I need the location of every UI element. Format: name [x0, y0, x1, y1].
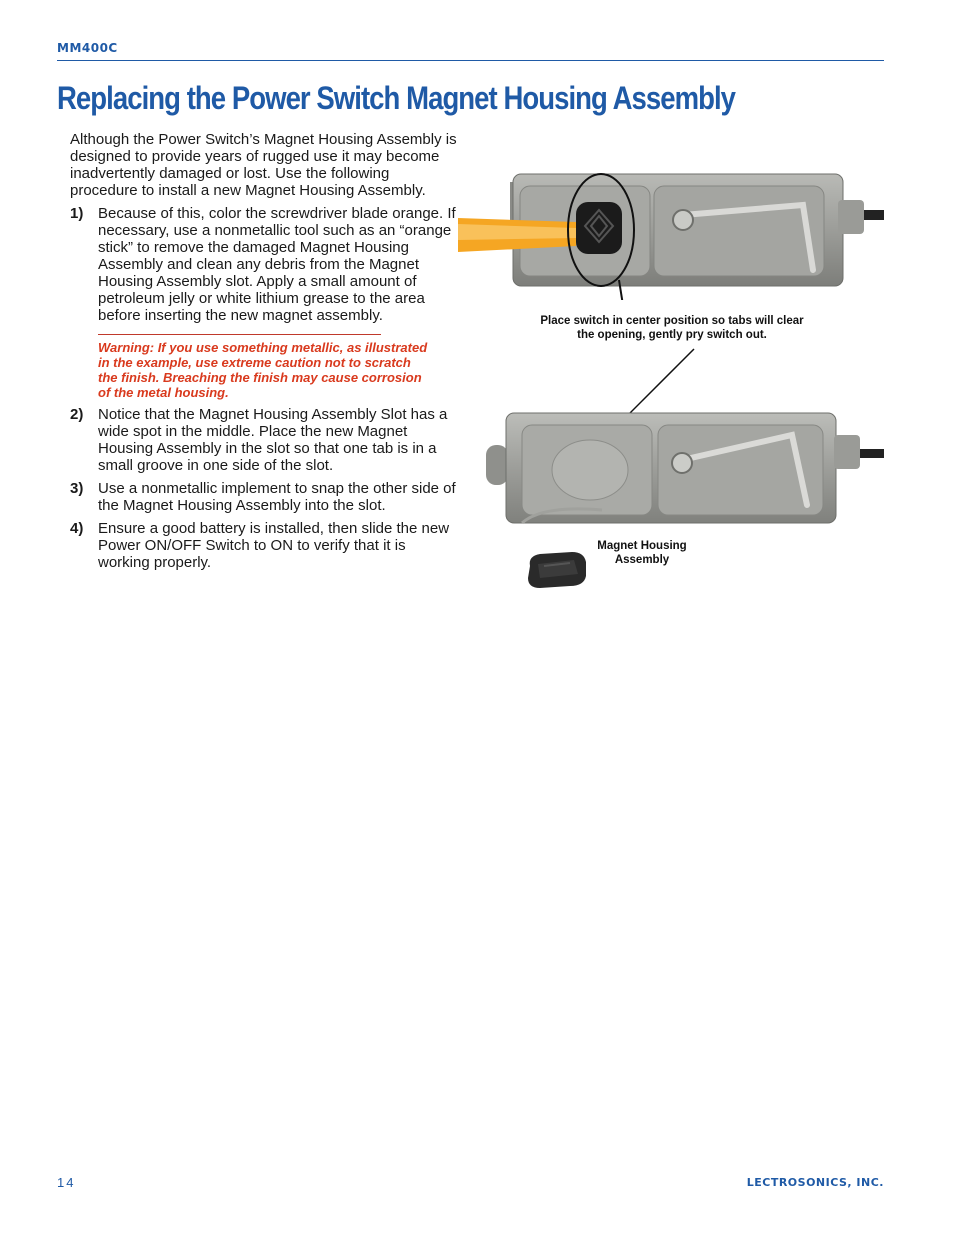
- step-number: 3): [70, 480, 84, 497]
- step-4: [70, 520, 460, 571]
- body-text: [70, 131, 460, 577]
- step-text: Because of this, color the screwdriver blade orange. If necessary, use a nonmetallic tool such as an “orange stick” to remove the damaged Magnet Housing Assembly and clean any debris from the Magnet Housing Assembly slot. Apply a small amount of petroleum jelly or white lithium grease to the area before inserting the new magnet assembly.: [98, 205, 456, 324]
- step-text: Use a nonmetallic implement to snap the other side of the Magnet Housing Assembly into the slot.: [98, 480, 456, 514]
- company-name: LECTROSONICS, INC.: [746, 1176, 884, 1189]
- document-label: MM400C: [57, 41, 118, 55]
- step-number: 2): [70, 406, 84, 423]
- step-text: Ensure a good battery is installed, then slide the new Power ON/OFF Switch to ON to verify that it is working properly.: [98, 520, 450, 571]
- switch-removal-photo: [458, 160, 884, 300]
- empty-slot-photo: [482, 405, 884, 530]
- step-number: 4): [70, 520, 84, 537]
- step-2: [70, 406, 460, 474]
- switch-caption: Place switch in center position so tabs will clear the opening, gently pry switch out.: [540, 315, 804, 341]
- step-text: Notice that the Magnet Housing Assembly Slot has a wide spot in the middle. Place the new Magnet Housing Assembly in the slot so that one tab is in a small groove in one side of the slot.: [98, 406, 448, 474]
- step-number: 1): [70, 205, 84, 222]
- step-1: [70, 205, 460, 324]
- page-title: Replacing the Power Switch Magnet Housing Assembly: [57, 80, 736, 116]
- header-rule: [57, 60, 884, 61]
- step-3: [70, 480, 460, 514]
- intro-paragraph: Although the Power Switch’s Magnet Housing Assembly is designed to provide years of rugged use it may become inadvertently damaged or lost. Use the following procedure to install a new Magnet Housing Assembly.: [70, 131, 457, 199]
- page-number: 14: [57, 1175, 76, 1190]
- magnet-caption: Magnet Housing Assembly: [597, 540, 687, 566]
- warning-text: Warning: If you use something metallic, as illustrated in the example, use extreme caution not to scratch the finish. Breaching the finish may cause corrosion of the metal housing.: [98, 340, 428, 400]
- magnet-housing-photo: [524, 548, 590, 592]
- warning-rule: [98, 334, 381, 335]
